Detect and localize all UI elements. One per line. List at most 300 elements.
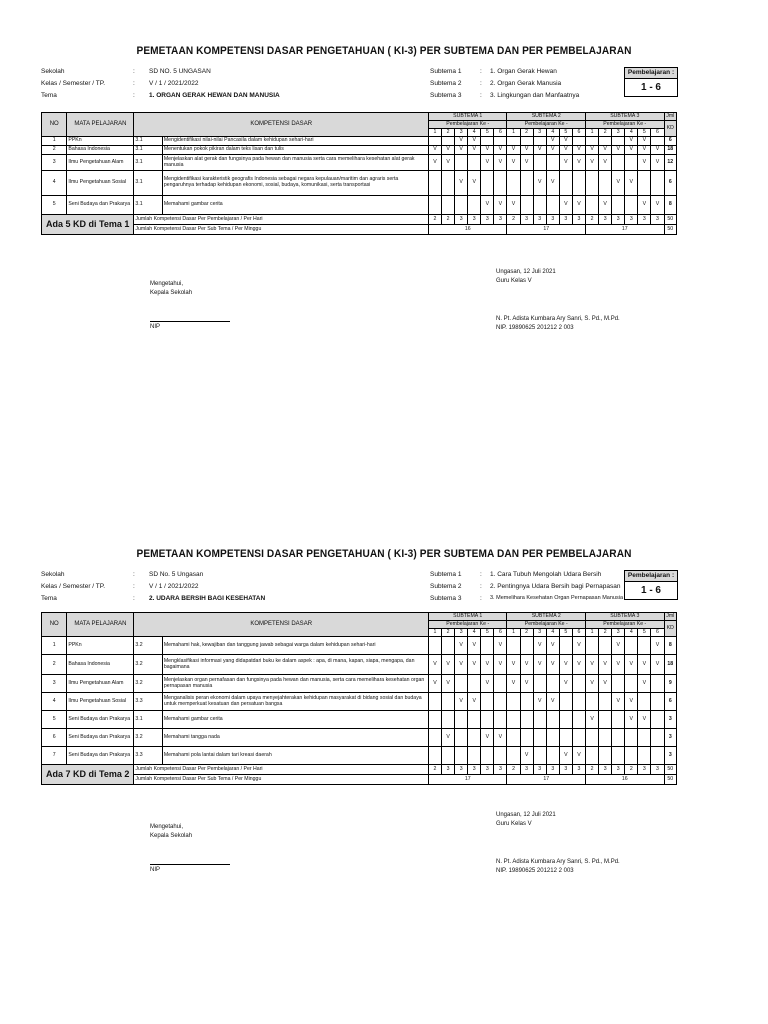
row-mark: V: [533, 171, 546, 196]
row-mark: [520, 729, 533, 747]
row-mark: [455, 711, 468, 729]
row-kd-description: Memahami hak, kewajiban dan tanggung jawab sebagai warga dalam kehidupan sehari-hari: [162, 637, 428, 655]
sum-per-lesson-value: 2: [625, 765, 638, 775]
row-mark: [559, 693, 572, 711]
info-left-row: [41, 584, 321, 592]
info-value: 1. Organ Gerak Hewan: [490, 68, 557, 75]
row-mark: V: [638, 196, 651, 215]
header-pembelajaran-ke: Pembelajaran Ke -: [428, 621, 507, 629]
row-mark: V: [638, 675, 651, 693]
row-mark: V: [651, 146, 664, 155]
row-mark: [507, 711, 520, 729]
header-lesson-number: 1: [428, 129, 441, 137]
row-mark: V: [651, 155, 664, 171]
row-mark: V: [546, 655, 559, 675]
info-left-row: [41, 596, 321, 604]
signature-line: [150, 864, 230, 865]
info-right-row: [430, 69, 630, 77]
row-mark: [468, 196, 481, 215]
info-label: Tema: [41, 92, 57, 99]
row-mark: [428, 637, 441, 655]
header-jml: Jml: [664, 113, 676, 121]
info-label: Kelas / Semester / TP.: [41, 583, 106, 590]
info-label: Subtema 3: [430, 92, 462, 99]
row-number: 1: [42, 637, 67, 655]
row-mark: [559, 171, 572, 196]
info-right-row: [430, 596, 630, 604]
row-mark: [533, 675, 546, 693]
row-mark: V: [507, 196, 520, 215]
row-mark: V: [468, 655, 481, 675]
sum-per-lesson-value: 3: [638, 765, 651, 775]
row-subject: Seni Budaya dan Prakarya: [67, 729, 134, 747]
header-lesson-number: 6: [651, 129, 664, 137]
row-mark: [599, 137, 612, 146]
header-pembelajaran-ke: Pembelajaran Ke -: [586, 121, 665, 129]
row-kd-description: Memahami gambar cerita: [162, 711, 428, 729]
row-number: 5: [42, 196, 67, 215]
row-mark: V: [586, 711, 599, 729]
row-mark: [546, 196, 559, 215]
sign-place-date: Ungasan, 12 Juli 2021: [496, 812, 556, 818]
row-kd-code: 3.3: [134, 693, 162, 711]
row-mark: [572, 711, 585, 729]
pembelajaran-label: Pembelajaran :: [625, 68, 677, 79]
row-mark: V: [651, 655, 664, 675]
info-right-row: [430, 572, 630, 580]
sign-teacher-name: N. Pt. Adista Kumbara Ary Sanri, S. Pd., M.Pd.: [496, 859, 620, 865]
row-number: 6: [42, 729, 67, 747]
header-kd-count: KD: [664, 621, 676, 637]
row-mark: V: [625, 655, 638, 675]
header-lesson-number: 1: [507, 129, 520, 137]
row-mark: [546, 675, 559, 693]
header-lesson-number: 4: [546, 629, 559, 637]
sum-per-lesson-value: 3: [559, 765, 572, 775]
row-mark: V: [507, 675, 520, 693]
row-mark: [507, 137, 520, 146]
sum-per-subtheme-value: 16: [428, 225, 507, 235]
row-mark: [428, 196, 441, 215]
row-mark: V: [455, 637, 468, 655]
header-lesson-number: 2: [442, 129, 455, 137]
row-mark: V: [599, 655, 612, 675]
row-mark: [428, 711, 441, 729]
row-kd-total: 18: [664, 655, 676, 675]
row-mark: V: [625, 137, 638, 146]
row-mark: [599, 711, 612, 729]
header-pembelajaran-ke: Pembelajaran Ke -: [507, 121, 586, 129]
row-mark: V: [494, 155, 507, 171]
row-mark: [599, 693, 612, 711]
pembelajaran-box: [624, 570, 678, 600]
row-mark: V: [599, 675, 612, 693]
row-mark: [586, 747, 599, 765]
row-mark: [481, 171, 494, 196]
info-label: Subtema 2: [430, 80, 462, 87]
mapping-sheet-theme-2: [0, 500, 768, 1024]
row-mark: V: [546, 171, 559, 196]
header-sub1: SUBTEMA 1: [428, 613, 507, 621]
row-mark: [468, 711, 481, 729]
sum-per-subtheme-label: Jumlah Kompetensi Dasar Per Sub Tema / Per Minggu: [134, 775, 429, 785]
document-title: PEMETAAN KOMPETENSI DASAR PENGETAHUAN ( KI-3) PER SUBTEMA DAN PER PEMBELAJARAN: [136, 45, 632, 57]
row-mark: [520, 137, 533, 146]
info-colon: :: [480, 92, 482, 99]
row-mark: [612, 155, 625, 171]
sign-teacher-role: Guru Kelas V: [496, 821, 532, 827]
kd-count-summary: Ada 5 KD di Tema 1: [42, 215, 134, 235]
row-kd-description: Menganalisis peran ekonomi dalam upaya menyejahterakan kehidupan masyarakat di bidang sosial dan budaya untuk memperkuat kesatuan dan persatuan bangsa: [162, 693, 428, 711]
sum-per-lesson-value: 3: [599, 215, 612, 225]
row-mark: [599, 747, 612, 765]
sign-acknowledged: Mengetahui,: [150, 281, 184, 287]
row-mark: V: [625, 171, 638, 196]
header-lesson-number: 4: [468, 629, 481, 637]
row-mark: [559, 711, 572, 729]
row-mark: [651, 747, 664, 765]
row-mark: [559, 729, 572, 747]
row-mark: V: [481, 675, 494, 693]
row-mark: V: [533, 637, 546, 655]
sum-per-lesson-value: 2: [586, 215, 599, 225]
row-kd-code: 3.2: [134, 637, 162, 655]
row-mark: [481, 711, 494, 729]
row-mark: V: [559, 675, 572, 693]
info-label: Subtema 1: [430, 571, 462, 578]
row-mark: [507, 693, 520, 711]
sum-per-lesson-value: 2: [507, 215, 520, 225]
row-mark: V: [559, 155, 572, 171]
row-mark: [651, 711, 664, 729]
row-mark: [494, 675, 507, 693]
row-kd-total: 3: [664, 729, 676, 747]
info-colon: :: [480, 595, 482, 602]
row-mark: V: [559, 747, 572, 765]
row-kd-description: Mengklasifikasi informasi yang didapatdari buku ke dalam aspek : apa, di mana, kapan, siapa, mengapa, dan bagaimana: [162, 655, 428, 675]
row-mark: V: [546, 637, 559, 655]
row-kd-description: Menjelaskan alat gerak dan fungsinya pada hewan dan manusia serta cara memelihara kesehatan alat gerak manusia: [162, 155, 428, 171]
header-lesson-number: 1: [586, 129, 599, 137]
row-mark: V: [533, 693, 546, 711]
row-mark: [533, 155, 546, 171]
table-row: [42, 675, 677, 693]
header-kd: KOMPETENSI DASAR: [134, 613, 429, 637]
header-sub2: SUBTEMA 2: [507, 613, 586, 621]
row-kd-description: Mengidentifikasi nilai-nilai Pancasila dalam kehidupan sehari-hari: [162, 137, 428, 146]
row-mark: V: [625, 711, 638, 729]
table-row: [42, 155, 677, 171]
row-subject: Seni Budaya dan Prakarya: [67, 196, 134, 215]
sum-per-lesson-value: 2: [428, 215, 441, 225]
header-lesson-number: 3: [455, 129, 468, 137]
row-mark: [442, 711, 455, 729]
row-kd-total: 6: [664, 171, 676, 196]
header-lesson-number: 6: [651, 629, 664, 637]
row-mark: V: [520, 747, 533, 765]
row-kd-description: Menjelaskan organ pernafasan dan fungsinya pada hewan dan manusia, serta cara memelihara kesehatan organ pernapasan manusia: [162, 675, 428, 693]
row-subject: Seni Budaya dan Prakarya: [67, 747, 134, 765]
row-mark: [546, 711, 559, 729]
row-mark: [599, 729, 612, 747]
row-mark: V: [442, 729, 455, 747]
info-value: 2. Pentingnya Udara Bersih bagi Pernapasan: [490, 583, 621, 590]
row-mark: [612, 747, 625, 765]
row-mark: V: [612, 146, 625, 155]
info-left-row: [41, 81, 321, 89]
info-value: 2. Organ Gerak Manusia: [490, 80, 562, 87]
row-mark: V: [468, 171, 481, 196]
sum-per-lesson-value: 3: [612, 765, 625, 775]
row-mark: [507, 729, 520, 747]
header-pembelajaran-ke: Pembelajaran Ke -: [586, 621, 665, 629]
header-no: NO: [42, 113, 67, 137]
row-subject: Bahasa Indonesia: [67, 146, 134, 155]
row-kd-total: 6: [664, 693, 676, 711]
row-mark: [625, 747, 638, 765]
sum-per-lesson-value: 3: [455, 215, 468, 225]
row-mark: [612, 711, 625, 729]
row-mark: V: [428, 655, 441, 675]
row-kd-total: 18: [664, 146, 676, 155]
info-colon: :: [480, 68, 482, 75]
sum-per-subtheme-value: 17: [586, 225, 665, 235]
row-mark: [520, 637, 533, 655]
info-label: Sekolah: [41, 571, 65, 578]
header-lesson-number: 4: [625, 629, 638, 637]
row-mark: V: [468, 637, 481, 655]
row-mark: V: [494, 729, 507, 747]
row-kd-description: Memahami tangga nada: [162, 729, 428, 747]
row-mark: [533, 711, 546, 729]
row-mark: V: [442, 146, 455, 155]
sum-per-lesson-value: 3: [481, 765, 494, 775]
sum-per-lesson-value: 3: [494, 215, 507, 225]
row-subject: Bahasa Indonesia: [67, 655, 134, 675]
header-lesson-number: 3: [612, 629, 625, 637]
row-subject: Ilmu Pengetahuan Sosial: [67, 171, 134, 196]
header-lesson-number: 2: [599, 129, 612, 137]
row-kd-code: 3.2: [134, 729, 162, 747]
row-kd-total: 3: [664, 747, 676, 765]
sum-per-lesson-value: 3: [494, 765, 507, 775]
sum-per-subtheme-value: 17: [507, 225, 586, 235]
header-lesson-number: 2: [520, 129, 533, 137]
sum-per-lesson-value: 3: [481, 215, 494, 225]
row-number: 4: [42, 693, 67, 711]
row-mark: V: [520, 655, 533, 675]
header-lesson-number: 6: [572, 629, 585, 637]
row-kd-total: 8: [664, 196, 676, 215]
row-mark: V: [572, 637, 585, 655]
info-value: 3. Memelihara Kesehatan Organ Pernapasan Manusia: [490, 595, 623, 601]
info-right-row: [430, 81, 630, 89]
row-mark: V: [546, 137, 559, 146]
info-value: 1. ORGAN GERAK HEWAN DAN MANUSIA: [149, 92, 280, 99]
info-value: SD No. 5 Ungasan: [149, 571, 204, 578]
row-mark: V: [428, 146, 441, 155]
row-mark: V: [559, 196, 572, 215]
row-mark: [455, 196, 468, 215]
info-value: 3. Lingkungan dan Manfaatnya: [490, 92, 580, 99]
row-mark: [638, 747, 651, 765]
row-mark: V: [428, 675, 441, 693]
row-mark: V: [599, 196, 612, 215]
row-mark: [612, 675, 625, 693]
row-kd-code: 3.3: [134, 747, 162, 765]
row-mark: [586, 729, 599, 747]
header-sub1: SUBTEMA 1: [428, 113, 507, 121]
row-mark: [572, 729, 585, 747]
sum-per-subtheme-value: 17: [507, 775, 586, 785]
header-lesson-number: 2: [520, 629, 533, 637]
row-mark: V: [481, 655, 494, 675]
row-mark: V: [625, 693, 638, 711]
row-mark: [468, 675, 481, 693]
row-mark: V: [638, 711, 651, 729]
sign-teacher-nip: NIP. 19890625 201212 2 003: [496, 868, 574, 874]
header-lesson-number: 3: [612, 129, 625, 137]
sum-per-subtheme-label: Jumlah Kompetensi Dasar Per Sub Tema / Per Minggu: [134, 225, 429, 235]
document-title: PEMETAAN KOMPETENSI DASAR PENGETAHUAN ( KI-3) PER SUBTEMA DAN PER PEMBELAJARAN: [136, 548, 632, 560]
sum-per-lesson-value: 2: [586, 765, 599, 775]
row-mark: [651, 675, 664, 693]
header-lesson-number: 1: [586, 629, 599, 637]
row-mark: [520, 711, 533, 729]
row-mark: V: [599, 146, 612, 155]
sum-per-lesson-value: 3: [625, 215, 638, 225]
sum-per-lesson-value: 3: [533, 765, 546, 775]
sign-teacher-name: N. Pt. Adista Kumbara Ary Sanri, S. Pd., M.Pd.: [496, 316, 620, 322]
header-pembelajaran-ke: Pembelajaran Ke -: [507, 621, 586, 629]
row-mark: V: [442, 655, 455, 675]
row-mark: [586, 637, 599, 655]
row-mark: [442, 171, 455, 196]
pembelajaran-label: Pembelajaran :: [625, 571, 677, 582]
sum-per-lesson-total: 50: [664, 765, 676, 775]
row-mark: V: [455, 693, 468, 711]
row-mark: [428, 729, 441, 747]
row-mark: V: [612, 655, 625, 675]
pembelajaran-value: 1 - 6: [640, 82, 661, 93]
row-kd-total: 8: [664, 637, 676, 655]
header-lesson-number: 6: [572, 129, 585, 137]
sum-per-lesson-value: 3: [520, 215, 533, 225]
row-mark: [638, 693, 651, 711]
sign-teacher-role: Guru Kelas V: [496, 278, 532, 284]
row-mark: [546, 155, 559, 171]
sum-per-lesson-label: Jumlah Kompetensi Dasar Per Pembelajaran / Per Hari: [134, 765, 429, 775]
row-kd-total: 6: [664, 137, 676, 146]
row-number: 1: [42, 137, 67, 146]
header-no: NO: [42, 613, 67, 637]
row-number: 3: [42, 155, 67, 171]
sum-per-lesson-value: 3: [572, 215, 585, 225]
header-lesson-number: 4: [468, 129, 481, 137]
info-label: Kelas / Semester / TP.: [41, 80, 106, 87]
row-mark: V: [572, 146, 585, 155]
header-lesson-number: 5: [638, 629, 651, 637]
row-mark: [651, 171, 664, 196]
row-kd-description: Memahami pola lantai dalam tari kreasi daerah: [162, 747, 428, 765]
sum-per-lesson-value: 2: [507, 765, 520, 775]
row-mark: [455, 155, 468, 171]
row-mark: [481, 747, 494, 765]
row-mark: [494, 711, 507, 729]
row-mark: [533, 137, 546, 146]
row-mark: [586, 196, 599, 215]
row-mark: V: [586, 675, 599, 693]
row-number: 2: [42, 146, 67, 155]
info-label: Sekolah: [41, 68, 65, 75]
row-mark: V: [625, 146, 638, 155]
header-sub2: SUBTEMA 2: [507, 113, 586, 121]
info-left-row: [41, 69, 321, 77]
row-mark: V: [507, 155, 520, 171]
row-mark: [428, 693, 441, 711]
table-row: [42, 196, 677, 215]
row-mark: V: [520, 155, 533, 171]
sum-per-subtheme-value: 17: [428, 775, 507, 785]
header-lesson-number: 3: [455, 629, 468, 637]
row-mark: [428, 747, 441, 765]
row-mark: [533, 747, 546, 765]
row-mark: V: [494, 146, 507, 155]
sum-per-lesson-value: 3: [533, 215, 546, 225]
row-mark: [546, 747, 559, 765]
row-number: 5: [42, 711, 67, 729]
row-mark: V: [546, 693, 559, 711]
sum-per-lesson-value: 3: [651, 765, 664, 775]
row-subject: PPKn: [67, 637, 134, 655]
row-mark: [572, 693, 585, 711]
row-subject: Ilmu Pengetahuan Sosial: [67, 693, 134, 711]
table-row: [42, 146, 677, 155]
header-lesson-number: 5: [481, 129, 494, 137]
row-mark: V: [612, 693, 625, 711]
row-kd-description: Mengidentifikasi karakteristik geografis Indonesia sebagai negara kepulauan/maritim dan agraris serta pengaruhnya terhadap kehidupan ekonomi, sosial, budaya, komunikasi, serta transportasi: [162, 171, 428, 196]
info-label: Subtema 1: [430, 68, 462, 75]
row-mark: [638, 729, 651, 747]
row-mark: V: [638, 655, 651, 675]
header-lesson-number: 3: [533, 129, 546, 137]
header-mapel: MATA PELAJARAN: [67, 613, 134, 637]
row-mark: V: [442, 675, 455, 693]
header-pembelajaran-ke: Pembelajaran Ke -: [428, 121, 507, 129]
table-row: [42, 171, 677, 196]
sum-per-lesson-value: 3: [599, 765, 612, 775]
row-mark: [428, 171, 441, 196]
row-mark: V: [586, 155, 599, 171]
row-kd-code: 3.1: [134, 155, 162, 171]
row-number: 3: [42, 675, 67, 693]
info-value: V / 1 / 2021/2022: [149, 80, 199, 87]
header-lesson-number: 5: [638, 129, 651, 137]
row-mark: [442, 693, 455, 711]
row-mark: V: [638, 137, 651, 146]
header-lesson-number: 4: [546, 129, 559, 137]
row-mark: V: [520, 146, 533, 155]
info-value: 1. Cara Tubuh Mengolah Udara Bersih: [490, 571, 602, 578]
row-kd-code: 3.1: [134, 171, 162, 196]
sum-per-lesson-value: 3: [546, 215, 559, 225]
row-mark: [625, 155, 638, 171]
row-mark: V: [572, 747, 585, 765]
header-lesson-number: 5: [559, 129, 572, 137]
row-mark: [442, 196, 455, 215]
row-mark: V: [442, 155, 455, 171]
row-mark: [625, 196, 638, 215]
